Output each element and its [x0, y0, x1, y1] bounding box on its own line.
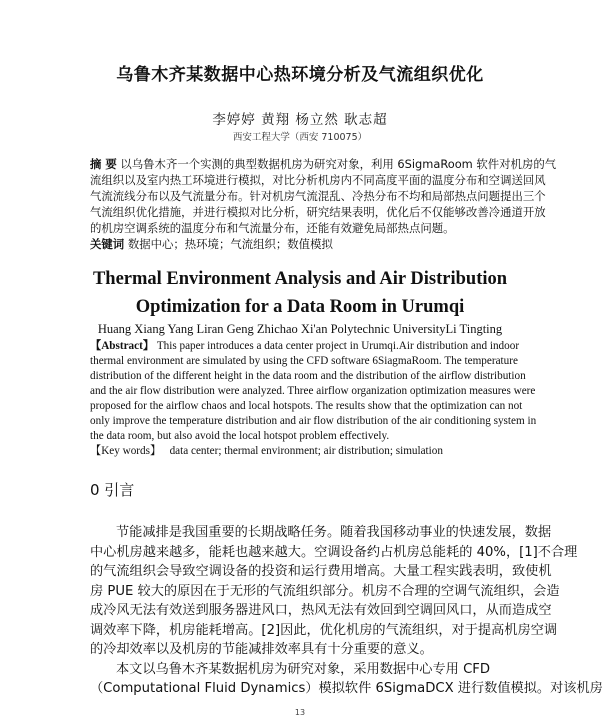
authors-cn: 李婷婷 黄翔 杨立然 耿志超 [212, 112, 388, 128]
keywords-en-label: 【Key words】 [90, 445, 162, 457]
abstract-en-line [90, 339, 520, 354]
keywords-cn-label: 关键词 [90, 237, 125, 251]
abstract-cn-line [90, 156, 557, 172]
abstract-cn [90, 156, 557, 252]
abstract-cn-text: 以乌鲁木齐一个实测的典型数据机房为研究对象，利用 6SigmaRoom 软件对机房的气 [120, 157, 557, 171]
keywords-cn-text: 数据中心；热环境；气流组织；数值模拟 [127, 237, 333, 251]
body-line: 的气流组织会导致空调设备的投资和运行费用增高。大量工程实践表明，致使机 [90, 564, 552, 579]
abstract-cn-line: 气流组织优化措施，并进行模拟对比分析，研究结果表明，优化后不仅能够改善冷通道开放 [90, 205, 546, 219]
abstract-en-line: and the air flow distribution were analyzed. Three airflow organization optimization measures were [90, 385, 536, 397]
paper-title-en-line2: Optimization for a Data Room in Urumqi [135, 297, 465, 317]
body-line: 房 PUE 较大的原因在于无形的气流组织部分。机房不合理的空调气流组织，会造 [90, 583, 560, 599]
abstract-cn-label: 摘 要 [90, 157, 117, 171]
authors-en: Huang Xiang Yang Liran Geng Zhichao Xi'an Polytechnic UniversityLi Tingting [97, 322, 503, 336]
paper-title-en-line1: Thermal Environment Analysis and Air Distribution [92, 269, 508, 289]
abstract-en-line: the data room, but also avoid the local hotspot problem effectively. [90, 430, 390, 442]
page-number: 13 [294, 708, 306, 717]
abstract-en-text: This paper introduces a data center project in Urumqi.Air distribution and indoor [156, 340, 520, 352]
abstract-en [90, 339, 537, 459]
section-heading: 0 引言 [90, 481, 135, 499]
body-line: 成冷风无法有效送到服务器进风口，热风无法有效回到空调回风口，从而造成空 [90, 603, 552, 618]
abstract-en-line: distribution of the different height in the data room and the distribution of the airflow distribution [90, 370, 526, 382]
body-line: 的冷却效率以及机房的节能减排效率具有十分重要的意义。 [90, 642, 433, 657]
abstract-cn-line: 的机房空调系统的温度分布和气流量分布，还能有效避免局部热点问题。 [90, 221, 455, 235]
abstract-en-label: 【Abstract】 [90, 340, 155, 352]
abstract-en-line: proposed for the airflow chaos and local hotspots. The results show that the optimization can not [90, 400, 523, 412]
abstract-en-line: thermal environment are simulated by using the CFD software 6SiagmaRoom. The temperature [90, 355, 518, 367]
body-line: 中心机房越来越多，能耗也越来越大。空调设备约占机房总能耗的 40%，[1]不合理 [90, 544, 578, 560]
abstract-en-line: only improve the temperature distribution and air flow distribution of the air conditioning system in [90, 415, 537, 427]
keywords-en-text: data center; thermal environment; air distribution; simulation [169, 445, 443, 457]
body-line: （Computational Fluid Dynamics）模拟软件 6SigmaDCX 进行数值模拟。对该机房 [90, 681, 603, 696]
paper-title-cn: 乌鲁木齐某数据中心热环境分析及气流组织优化 [116, 65, 484, 85]
affiliation-cn: 西安工程大学（西安 710075） [232, 132, 368, 143]
keywords-cn [90, 236, 510, 252]
body-line: 节能减排是我国重要的长期战略任务。随着我国移动事业的快速发展，数据 [116, 525, 552, 540]
abstract-cn-line: 流组织以及室内热工环境进行模拟，对比分析机房内不同高度平面的温度分布和空调送回风 [90, 173, 546, 187]
body-line: 本文以乌鲁木齐某数据机房为研究对象，采用数据中心专用 CFD [116, 661, 491, 677]
keywords-en [90, 444, 510, 459]
abstract-cn-line: 气流流线分布以及气流量分布。针对机房气流混乱、冷热分布不均和局部热点问题提出三个 [90, 189, 546, 203]
body-line: 调效率下降，机房能耗增高。[2]因此，优化机房的气流组织，对于提高机房空调 [90, 622, 558, 638]
body-text [90, 523, 603, 699]
